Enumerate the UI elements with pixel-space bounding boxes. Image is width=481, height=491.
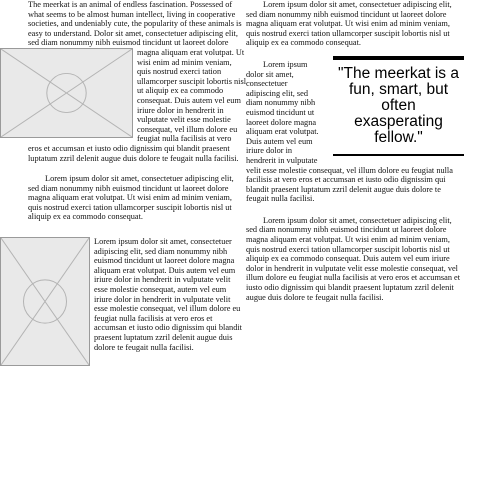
pull-quote: "The meerkat is a fun, smart, but often exasperating fellow." xyxy=(333,56,464,156)
body-text: Lorem ipsum dolor sit amet, consectetuer adipiscing elit, sed diam nonummy nibh euismod tincidunt ut laoreet dolore magna aliquam erat volutpat. Duis autem vel eum iriure dolor in hendrerit in vulputate velit esse molestie consequat, autem vel eum iriure dolor in hendrerit in vulputate velit esse molestie consequat, vel illum dolore eu feugiat nulla facilisis at vero eros et accumsan et iusto odio dignissim qui blandit praesent luptatum zzril delenit augue duis dolore te feugait nulla facilisi. xyxy=(94,237,242,352)
body-paragraph: Lorem ipsum dolor sit amet, consectetuer adipiscing elit, sed diam nonummy nibh euismod tincidunt ut laoreet dolore magna aliquam erat volutpat. Duis autem vel eum iriure dolor in hendrerit in vulputate velit esse molestie consequat, vel illum dolore eu feugiat nulla facilisis at vero eros et accumsan et iusto odio dignissim qui blandit praesent luptatum zzril delenit augue duis dolore te feugait nulla facilisi. xyxy=(246,59,453,204)
intro-text-lead: The meerkat is an animal of endless fascination. Possessed of what seems to be almost human intellect, living in cooperative societies, and undeniably cute, the popularity of these animals is easy to understand. Dolor sit amet, consectetuer adipiscing elit, sed diam nonummy nibh euismod tincidunt ut laoreet dolore magna aliquam erat volutpat. xyxy=(28,0,242,57)
image-placeholder-icon xyxy=(1,238,89,365)
image-placeholder-icon xyxy=(1,49,132,137)
intro-paragraph xyxy=(28,0,246,163)
intro-text-body: Ut wisi enim ad minim veniam, quis nostrud exerci tation ullamcorper suscipit lobortis nisl ut aliquip ex ea commodo consequat. Duis autem vel eum iriure dolor in hendrerit in vulputate velit esse molestie consequat, vel illum dolore eu feugiat nulla facilisis at vero eros et accumsan et iusto odio dignissim qui blandit praesent luptatum zzril delenit augue duis dolore te feugait nulla facilisi. xyxy=(28,47,246,163)
body-paragraph: Lorem ipsum dolor sit amet, consectetuer adipiscing elit, sed diam nonummy nibh euismod tincidunt ut laoreet dolore magna aliquam erat volutpat. Ut wisi enim ad minim veniam, quis nostrud exerci tation ullamcorper suscipit lobortis nisl ut aliquip ex ea commodo consequat. xyxy=(28,174,234,222)
right-column xyxy=(246,0,464,302)
left-column xyxy=(28,0,246,366)
body-paragraph: Lorem ipsum dolor sit amet, consectetuer adipiscing elit, sed diam nonummy nibh euismod tincidunt ut laoreet dolore magna aliquam erat volutpat. Ut wisi enim ad minim veniam, quis nostrud exerci tation ullamcorper suscipit lobortis nisl ut aliquip ex ea commodo consequat. Duis autem vel eum iriure dolor in hendrerit in vulputate velit esse molestie consequat, vel illum dolore eu feugiat nulla facilisis at vero eros et accumsan et iusto odio dignissim qui blandit praesent luptatum zzril delenit augue duis dolore te feugait nulla facilisi. xyxy=(246,215,461,302)
image-placeholder-2 xyxy=(0,237,90,366)
body-paragraph-with-image xyxy=(28,237,246,352)
image-placeholder-1 xyxy=(0,48,133,138)
body-paragraph: Lorem ipsum dolor sit amet, consectetuer adipiscing elit, sed diam nonummy nibh euismod tincidunt ut laoreet dolore magna aliquam erat volutpat. Ut wisi enim ad minim veniam, quis nostrud exerci tation ullamcorper suscipit lobortis nisl ut aliquip ex ea commodo consequat. xyxy=(246,0,452,48)
